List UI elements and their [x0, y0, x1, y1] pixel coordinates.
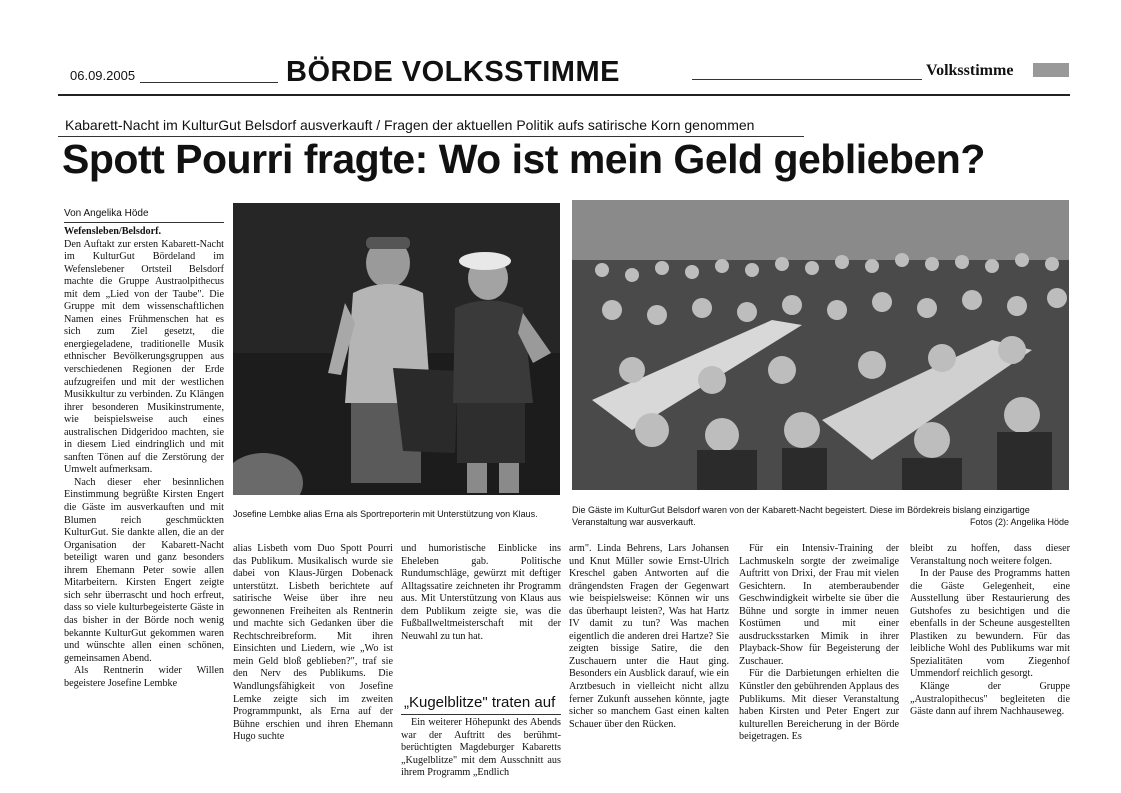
text-column-3b: [401, 717, 561, 780]
paragraph: bleibt zu hoffen, dass dieser Veranstaltung noch weitere folgen.: [910, 543, 1070, 567]
byline: Von Angelika Höde: [64, 208, 149, 219]
masthead-rule: [140, 82, 278, 83]
photo-caption-right: Die Gäste im KulturGut Belsdorf waren von der Kabarett-Nacht begeistert. Diese im Bördekreis bislang einzigartige Veranstaltung war ausverkauft.: [572, 505, 1030, 527]
paragraph: alias Lisbeth vom Duo Spott Pourri das Publikum. Musikalisch wurde sie dabei von Klaus-Jürgen Dobenack unterstützt. Lisbeth berichtete auf satirische Weise über ihre neu gewonnenen Freiheiten als Rentnerin und machte sich Gedanken über die Rechtschreibreform. Mit ihren Einsichten und Liedern, wie „Wo ist mein Geld bloß geblieben?", traf sie den Nerv des Publikums. Die Wandlungsfähigkeit von Josefine Lemke zeigte sich im zweiten Programmpunkt, als Erna auf der Bühne erschien und ihren Ehemann Hugo suchte: [233, 543, 393, 743]
subhead-rule: [401, 714, 561, 715]
paragraph: Klänge der Gruppe „Australopithecus" begleiteten die Gäste dann auf ihrem Nachhauseweg.: [910, 681, 1070, 718]
photo-stage-performers: [233, 203, 560, 495]
text-column-6: [910, 543, 1070, 719]
paragraph: Für die Darbietungen erhielten die Künstler den gebührenden Applaus des Publikums. Mit dieser Veranstaltung haben Kirsten und Peter Engert zur kulturellen Bereicherung in der Börde beigetragen. Es: [739, 668, 899, 743]
article-headline: Spott Pourri fragte: Wo ist mein Geld geblieben?: [62, 136, 985, 182]
article-kicker: Kabarett-Nacht im KulturGut Belsdorf ausverkauft / Fragen der aktuellen Politik aufs satirische Korn genommen: [65, 117, 755, 133]
text-column-5: [739, 543, 899, 744]
masthead-divider: [58, 94, 1070, 96]
photo-caption-left: Josefine Lembke alias Erna als Sportreporterin mit Unterstützung von Klaus.: [233, 509, 538, 519]
issue-date: 06.09.2005: [70, 68, 136, 83]
paragraph: Für ein Intensiv-Training der Lachmuskeln sorgte der zweimalige Auftritt von Drixi, der Frau mit vielen Gesichtern. In atemberaubender Geschwindigkeit wirbelte sie über die Bühne und sorgte in immer neuen Kostümen und mit einer ausdrucksstarken Mimik in ihrer Playback-Show für Begeisterung der Zuschauer.: [739, 543, 899, 667]
photo-stage-image: [233, 203, 560, 495]
text-column-4: [569, 543, 729, 731]
paragraph: Nach dieser eher besinnlichen Einstimmung begrüßte Kirsten Engert die Gäste im ausverkauften und mit Blumen reich geschmückten KulturGut. Sie dankte allen, die an der Organisation der Kabarett-Nacht beteiligt waren und ganz besonders ihrem Ehemann Peter sowie allen Mitarbeitern. Kirsten Engert zeigte sich sehr überrascht und hoch erfreut, dass so viele kulturbegeisterte Gäste in das bisher in der Börde noch wenig bekannte KulturGut gekommen waren und wünschte allen einen schönen, gemeinsamen Abend.: [64, 476, 224, 664]
photo-credit: Fotos (2): Angelika Höde: [969, 517, 1069, 527]
paragraph: Als Rentnerin wider Willen begeistere Josefine Lembke: [64, 665, 224, 689]
paragraph: In der Pause des Programms hatten die Gäste Gelegenheit, eine Ausstellung über Restaurierung des Gutshofes zu besichtigen und die ebenfalls in der Scheune ausgestellten Plastiken zu bewundern. Für das leibliche Wohl des Publikums war mit Spezialitäten vom Ziegenhof Ummendorf reichlich gesorgt.: [910, 568, 1070, 680]
paragraph: und humoristische Einblicke ins Eheleben gab. Politische Rundumschläge, gewürzt mit deftiger Alltagssatire zeichneten ihr Programm aus. Mit Unterstützung von Klaus aus dem Publikum zeigte sie, was die Fußballweltmeisterschaft mit der Neuwahl zu tun hat.: [401, 543, 561, 642]
text-column-3: [401, 543, 561, 643]
paragraph: Den Auftakt zur ersten Kabarett-Nacht im KulturGut Bördeland im Wefenslebener Ortsteil Belsdorf machte die Gruppe Austraolpithecus mit dem „Lied von der Taube". Die Gruppe mit dem wissenschaftlichen Namen eines Frühmenschen hat es sich zum Ziel gesetzt, die energiegeladene, traditionelle Musik ethnischer Bevölkerungsgruppen aus verschiedenen Regionen der Erde aufzugreifen und mit der westlichen Musikkultur zu verbinden. Zu Klängen ihrer besonderen Musikinstrumente, wie beispielsweise auch eines australischen Didgeridoo machten, sie in diesem Lied eindringlich und mit sanften Tönen auf die Zerstörung der Umwelt aufmerksam.: [64, 238, 224, 476]
brand-logo-box: [1033, 63, 1069, 77]
photo-audience-image: [572, 200, 1069, 490]
brand-logo: Volksstimme: [926, 62, 1014, 79]
dateline: Wefensleben/Belsdorf.: [64, 226, 162, 237]
byline-rule: [64, 222, 224, 223]
text-column-1: [64, 226, 224, 690]
masthead-rule: [692, 79, 922, 80]
section-subhead: „Kugelblitze" traten auf: [404, 694, 556, 711]
text-column-2: [233, 543, 393, 744]
paragraph: arm". Linda Behrens, Lars Johansen und Knut Müller sowie Ernst-Ulrich Kreschel gaben Antworten auf die drängendsten Fragen der Gegenwart wie beispielsweise: Können wir uns das überhaupt leisten?, Was hat Hartz IV damit zu tun? Was machen eigentlich die anderen drei Hartze? Sie zeigten bissige Satire, die den Zuschauern unter die Haut ging. Besonders ein Ausblick darauf, wie ein Arztbesuch in vielleicht nicht allzu ferner Zukunft aussehen könnte, jagte sicher so manchem Gast einen kalten Schauer über den Rücken.: [569, 543, 729, 730]
photo-audience: [572, 200, 1069, 490]
newspaper-name: BÖRDE VOLKSSTIMME: [286, 56, 620, 88]
paragraph: Ein weiterer Höhepunkt des Abends war der Auftritt des berühmt-berüchtigten Magdeburger Kabaretts „Kugelblitze" mit dem Ausschnitt aus ihrem Programm „Endlich: [401, 717, 561, 779]
